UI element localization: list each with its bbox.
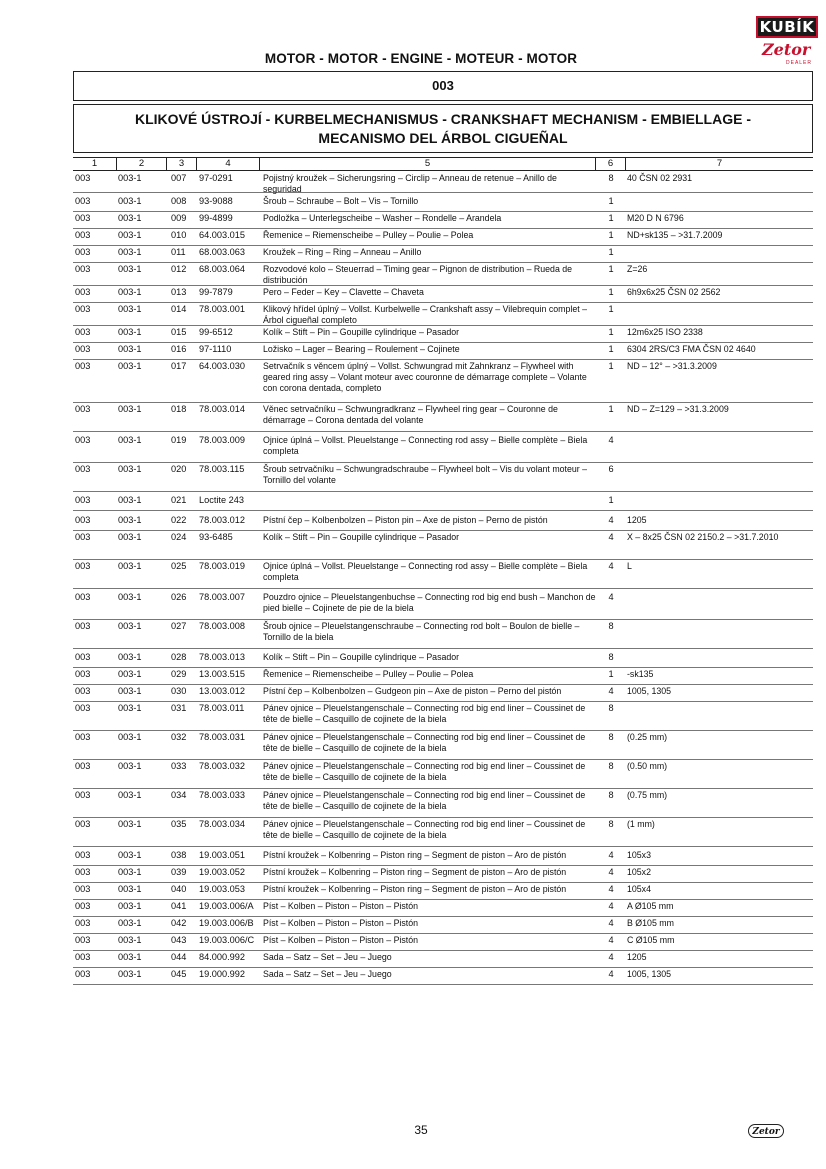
cell-c4: 93-6485 bbox=[199, 532, 233, 542]
table-row bbox=[73, 246, 813, 263]
cell-c5: Pero – Feder – Key – Clavette – Chaveta bbox=[263, 287, 424, 297]
cell-c1: 003 bbox=[75, 686, 91, 696]
cell-c5: Pojistný kroužek – Sicherungsring – Circlip – Anneau de retenue – Anillo de seguridad bbox=[263, 173, 557, 194]
cell-c2: 003-1 bbox=[118, 435, 142, 445]
cell-c7: ND – 12° – >31.3.2009 bbox=[627, 361, 717, 371]
cell-c5: Pístní čep – Kolbenbolzen – Piston pin – Axe de piston – Perno de pistón bbox=[263, 515, 548, 525]
cell-c2: 003-1 bbox=[118, 901, 142, 911]
cell-c5: Kolík – Stift – Pin – Goupille cylindrique – Pasador bbox=[263, 532, 460, 542]
table-row bbox=[73, 591, 813, 620]
cell-c6: 4 bbox=[608, 561, 614, 571]
cell-c5: Pístní kroužek – Kolbenring – Piston ring – Segment de piston – Aro de pistón bbox=[263, 884, 567, 894]
cell-c6: 4 bbox=[608, 592, 614, 602]
cell-c3: 042 bbox=[171, 918, 187, 928]
cell-c5: Píst – Kolben – Piston – Piston – Pistón bbox=[263, 918, 419, 928]
table-row bbox=[73, 286, 813, 303]
cell-c5: Setrvačník s věncem úplný – Vollst. Schwungrad mit Zahnkranz – Flywheel with geared ring assy – Volant moteur avec couronne de démarrage complete – Volante con corona dentada, completo bbox=[263, 361, 587, 393]
cell-c2: 003-1 bbox=[118, 669, 142, 679]
table-row bbox=[73, 685, 813, 702]
cell-c5: Šroub setrvačníku – Schwungradschraube – Flywheel bolt – Vis du volant moteur – Tornillo del volante bbox=[263, 464, 588, 485]
column-header bbox=[73, 157, 813, 171]
cell-c4: 78.003.014 bbox=[199, 404, 245, 414]
cell-c7: 6304 2RS/C3 FMA ČSN 02 4640 bbox=[627, 344, 756, 354]
cell-c4: 78.003.115 bbox=[199, 464, 245, 474]
cell-c2: 003-1 bbox=[118, 196, 142, 206]
cell-c2: 003-1 bbox=[118, 703, 142, 713]
table-row bbox=[73, 760, 813, 789]
cell-c7: X – 8x25 ČSN 02 2150.2 – >31.7.2010 bbox=[627, 532, 779, 542]
table-row bbox=[73, 560, 813, 589]
column-header-2: 2 bbox=[116, 158, 166, 170]
cell-c3: 041 bbox=[171, 901, 187, 911]
cell-c6: 1 bbox=[608, 264, 614, 274]
cell-c1: 003 bbox=[75, 561, 91, 571]
column-header-1: 1 bbox=[91, 158, 98, 169]
cell-c3: 024 bbox=[171, 532, 187, 542]
cell-c4: 78.003.012 bbox=[199, 515, 245, 525]
cell-c5: Píst – Kolben – Piston – Piston – Pistón bbox=[263, 901, 419, 911]
cell-c6: 8 bbox=[608, 652, 614, 662]
cell-c2: 003-1 bbox=[118, 561, 142, 571]
section-code: 003 bbox=[73, 71, 813, 101]
cell-c2: 003-1 bbox=[118, 867, 142, 877]
cell-c4: Loctite 243 bbox=[199, 495, 244, 505]
cell-c1: 003 bbox=[75, 703, 91, 713]
cell-c5: Pánev ojnice – Pleuelstangenschale – Connecting rod big end liner – Coussinet de tête de bielle – Casquillo de cojinete de la biela bbox=[263, 819, 586, 840]
cell-c6: 1 bbox=[608, 196, 614, 206]
table-row bbox=[73, 951, 813, 968]
cell-c6: 4 bbox=[608, 515, 614, 525]
cell-c7: 1205 bbox=[627, 952, 647, 962]
cell-c4: 78.003.011 bbox=[199, 703, 245, 713]
cell-c4: 19.003.052 bbox=[199, 867, 245, 877]
cell-c6: 8 bbox=[608, 761, 614, 771]
cell-c4: 19.003.006/B bbox=[199, 918, 254, 928]
cell-c7: 12m6x25 ISO 2338 bbox=[627, 327, 703, 337]
cell-c1: 003 bbox=[75, 464, 91, 474]
cell-c1: 003 bbox=[75, 669, 91, 679]
cell-c5: Kolík – Stift – Pin – Goupille cylindrique – Pasador bbox=[263, 327, 460, 337]
cell-c6: 4 bbox=[608, 532, 614, 542]
table-row bbox=[73, 463, 813, 492]
cell-c3: 045 bbox=[171, 969, 187, 979]
cell-c7: (0.75 mm) bbox=[627, 790, 668, 800]
cell-c3: 034 bbox=[171, 790, 187, 800]
cell-c2: 003-1 bbox=[118, 344, 142, 354]
column-header-6: 6 bbox=[595, 158, 625, 170]
cell-c3: 019 bbox=[171, 435, 187, 445]
cell-c3: 010 bbox=[171, 230, 187, 240]
cell-c6: 4 bbox=[608, 435, 614, 445]
cell-c6: 4 bbox=[608, 850, 614, 860]
cell-c5: Pánev ojnice – Pleuelstangenschale – Connecting rod big end liner – Coussinet de tête de bielle – Casquillo de cojinete de la biela bbox=[263, 761, 586, 782]
zetor-logo-text: Zetor bbox=[762, 40, 811, 59]
cell-c6: 1 bbox=[608, 361, 614, 371]
cell-c5: Ojnice úplná – Vollst. Pleuelstange – Connecting rod assy – Bielle complète – Biela completa bbox=[263, 561, 588, 582]
table-row bbox=[73, 789, 813, 818]
cell-c6: 1 bbox=[608, 495, 614, 505]
cell-c6: 1 bbox=[608, 404, 614, 414]
cell-c4: 99-7879 bbox=[199, 287, 233, 297]
cell-c4: 68.003.064 bbox=[199, 264, 245, 274]
page-number: 35 bbox=[414, 1123, 428, 1137]
cell-c2: 003-1 bbox=[118, 173, 142, 183]
cell-c1: 003 bbox=[75, 652, 91, 662]
cell-c2: 003-1 bbox=[118, 247, 142, 257]
cell-c3: 035 bbox=[171, 819, 187, 829]
cell-c4: 78.003.008 bbox=[199, 621, 245, 631]
cell-c1: 003 bbox=[75, 327, 91, 337]
table-row bbox=[73, 403, 813, 432]
cell-c2: 003-1 bbox=[118, 404, 142, 414]
cell-c1: 003 bbox=[75, 901, 91, 911]
cell-c4: 78.003.031 bbox=[199, 732, 245, 742]
cell-c5: Věnec setrvačníku – Schwungradkranz – Flywheel ring gear – Couronne de démarrage – Corona dentada del volante bbox=[263, 404, 558, 425]
cell-c2: 003-1 bbox=[118, 884, 142, 894]
cell-c3: 016 bbox=[171, 344, 187, 354]
cell-c3: 039 bbox=[171, 867, 187, 877]
cell-c5: Klikový hřídel úplný – Vollst. Kurbelwelle – Crankshaft assy – Vilebrequin complet – Árbol cigueñal completo bbox=[263, 304, 588, 325]
cell-c6: 8 bbox=[608, 732, 614, 742]
cell-c7: 6h9x6x25 ČSN 02 2562 bbox=[627, 287, 721, 297]
cell-c3: 009 bbox=[171, 213, 187, 223]
cell-c7: (0.50 mm) bbox=[627, 761, 668, 771]
cell-c4: 78.003.032 bbox=[199, 761, 245, 771]
table-row bbox=[73, 229, 813, 246]
cell-c7: C Ø105 mm bbox=[627, 935, 675, 945]
table-row bbox=[73, 917, 813, 934]
cell-c6: 4 bbox=[608, 952, 614, 962]
cell-c5: Ojnice úplná – Vollst. Pleuelstange – Connecting rod assy – Bielle complète – Biela completa bbox=[263, 435, 588, 456]
cell-c6: 1 bbox=[608, 287, 614, 297]
cell-c1: 003 bbox=[75, 761, 91, 771]
table-row bbox=[73, 620, 813, 649]
column-header-4: 4 bbox=[196, 158, 259, 170]
cell-c3: 007 bbox=[171, 173, 187, 183]
cell-c5: Řemenice – Riemenscheibe – Pulley – Poulie – Polea bbox=[263, 669, 474, 679]
cell-c3: 018 bbox=[171, 404, 187, 414]
cell-c2: 003-1 bbox=[118, 952, 142, 962]
cell-c5: Řemenice – Riemenscheibe – Pulley – Poulie – Polea bbox=[263, 230, 474, 240]
cell-c1: 003 bbox=[75, 790, 91, 800]
cell-c6: 4 bbox=[608, 969, 614, 979]
cell-c2: 003-1 bbox=[118, 732, 142, 742]
cell-c6: 1 bbox=[608, 669, 614, 679]
cell-c3: 033 bbox=[171, 761, 187, 771]
table-row bbox=[73, 883, 813, 900]
cell-c4: 13.003.515 bbox=[199, 669, 245, 679]
cell-c4: 19.000.992 bbox=[199, 969, 245, 979]
cell-c3: 038 bbox=[171, 850, 187, 860]
cell-c4: 99-4899 bbox=[199, 213, 233, 223]
table-row bbox=[73, 303, 813, 326]
cell-c1: 003 bbox=[75, 867, 91, 877]
cell-c3: 040 bbox=[171, 884, 187, 894]
cell-c4: 78.003.009 bbox=[199, 435, 245, 445]
cell-c1: 003 bbox=[75, 287, 91, 297]
cell-c3: 012 bbox=[171, 264, 187, 274]
section-title bbox=[73, 104, 813, 153]
table-row bbox=[73, 326, 813, 343]
cell-c5: Sada – Satz – Set – Jeu – Juego bbox=[263, 969, 392, 979]
cell-c2: 003-1 bbox=[118, 304, 142, 314]
cell-c6: 4 bbox=[608, 918, 614, 928]
cell-c6: 1 bbox=[608, 213, 614, 223]
cell-c4: 78.003.007 bbox=[199, 592, 245, 602]
cell-c3: 022 bbox=[171, 515, 187, 525]
cell-c1: 003 bbox=[75, 592, 91, 602]
cell-c1: 003 bbox=[75, 732, 91, 742]
cell-c1: 003 bbox=[75, 404, 91, 414]
cell-c3: 013 bbox=[171, 287, 187, 297]
cell-c5: Kroužek – Ring – Ring – Anneau – Anillo bbox=[263, 247, 422, 257]
cell-c2: 003-1 bbox=[118, 761, 142, 771]
cell-c7: 40 ČSN 02 2931 bbox=[627, 173, 693, 183]
cell-c4: 97-0291 bbox=[199, 173, 233, 183]
cell-c5: Rozvodové kolo – Steuerrad – Timing gear – Pignon de distribution – Rueda de distribución bbox=[263, 264, 573, 285]
cell-c3: 027 bbox=[171, 621, 187, 631]
cell-c4: 78.003.013 bbox=[199, 652, 245, 662]
cell-c3: 021 bbox=[171, 495, 187, 505]
cell-c2: 003-1 bbox=[118, 686, 142, 696]
cell-c7: 105x2 bbox=[627, 867, 651, 877]
cell-c6: 1 bbox=[608, 230, 614, 240]
cell-c5: Pánev ojnice – Pleuelstangenschale – Connecting rod big end liner – Coussinet de tête de bielle – Casquillo de cojinete de la biela bbox=[263, 732, 586, 753]
table-row bbox=[73, 651, 813, 668]
cell-c5: Pístní kroužek – Kolbenring – Piston ring – Segment de piston – Aro de pistón bbox=[263, 850, 567, 860]
cell-c7: 1205 bbox=[627, 515, 647, 525]
cell-c7: ND – Z=129 – >31.3.2009 bbox=[627, 404, 729, 414]
cell-c5: Pánev ojnice – Pleuelstangenschale – Connecting rod big end liner – Coussinet de tête de bielle – Casquillo de cojinete de la biela bbox=[263, 790, 586, 811]
table-row bbox=[73, 263, 813, 286]
cell-c1: 003 bbox=[75, 230, 91, 240]
cell-c1: 003 bbox=[75, 918, 91, 928]
cell-c2: 003-1 bbox=[118, 918, 142, 928]
cell-c2: 003-1 bbox=[118, 819, 142, 829]
cell-c1: 003 bbox=[75, 850, 91, 860]
cell-c2: 003-1 bbox=[118, 935, 142, 945]
cell-c4: 19.003.006/C bbox=[199, 935, 255, 945]
cell-c2: 003-1 bbox=[118, 495, 142, 505]
cell-c1: 003 bbox=[75, 935, 91, 945]
cell-c1: 003 bbox=[75, 952, 91, 962]
cell-c2: 003-1 bbox=[118, 515, 142, 525]
table-row bbox=[73, 172, 813, 193]
table-row bbox=[73, 343, 813, 360]
cell-c3: 044 bbox=[171, 952, 187, 962]
cell-c3: 026 bbox=[171, 592, 187, 602]
cell-c4: 64.003.015 bbox=[199, 230, 245, 240]
table-row bbox=[73, 818, 813, 847]
cell-c6: 8 bbox=[608, 703, 614, 713]
cell-c1: 003 bbox=[75, 819, 91, 829]
cell-c7: (1 mm) bbox=[627, 819, 655, 829]
cell-c2: 003-1 bbox=[118, 592, 142, 602]
cell-c1: 003 bbox=[75, 435, 91, 445]
cell-c1: 003 bbox=[75, 304, 91, 314]
zetor-footer-logo: Zetor bbox=[748, 1124, 784, 1138]
cell-c2: 003-1 bbox=[118, 532, 142, 542]
cell-c3: 014 bbox=[171, 304, 187, 314]
column-header-5: 5 bbox=[259, 158, 595, 170]
cell-c2: 003-1 bbox=[118, 213, 142, 223]
cell-c2: 003-1 bbox=[118, 621, 142, 631]
cell-c4: 93-9088 bbox=[199, 196, 233, 206]
cell-c6: 8 bbox=[608, 819, 614, 829]
table-row bbox=[73, 514, 813, 531]
cell-c5: Pánev ojnice – Pleuelstangenschale – Connecting rod big end liner – Coussinet de tête de bielle – Casquillo de cojinete de la biela bbox=[263, 703, 586, 724]
cell-c6: 4 bbox=[608, 935, 614, 945]
cell-c6: 1 bbox=[608, 327, 614, 337]
cell-c6: 4 bbox=[608, 884, 614, 894]
cell-c1: 003 bbox=[75, 495, 91, 505]
dealer-logo-text: DEALER bbox=[786, 60, 813, 66]
cell-c7: Z=26 bbox=[627, 264, 648, 274]
cell-c2: 003-1 bbox=[118, 464, 142, 474]
cell-c5: Pístní čep – Kolbenbolzen – Gudgeon pin – Axe de piston – Perno del pistón bbox=[263, 686, 562, 696]
cell-c7: M20 D N 6796 bbox=[627, 213, 684, 223]
cell-c2: 003-1 bbox=[118, 361, 142, 371]
page-title: MOTOR - MOTOR - ENGINE - MOTEUR - MOTOR bbox=[264, 51, 578, 66]
table-row bbox=[73, 731, 813, 760]
cell-c4: 84.000.992 bbox=[199, 952, 245, 962]
cell-c7: (0.25 mm) bbox=[627, 732, 668, 742]
column-header-7: 7 bbox=[625, 158, 813, 170]
cell-c7: L bbox=[627, 561, 632, 571]
cell-c1: 003 bbox=[75, 213, 91, 223]
cell-c7: 105x3 bbox=[627, 850, 651, 860]
cell-c3: 032 bbox=[171, 732, 187, 742]
cell-c5: Šroub – Schraube – Bolt – Vis – Tornillo bbox=[263, 196, 419, 206]
table-row bbox=[73, 668, 813, 685]
cell-c2: 003-1 bbox=[118, 287, 142, 297]
cell-c1: 003 bbox=[75, 884, 91, 894]
cell-c1: 003 bbox=[75, 532, 91, 542]
cell-c6: 8 bbox=[608, 790, 614, 800]
cell-c6: 4 bbox=[608, 901, 614, 911]
cell-c1: 003 bbox=[75, 969, 91, 979]
cell-c2: 003-1 bbox=[118, 790, 142, 800]
cell-c6: 1 bbox=[608, 344, 614, 354]
table-row bbox=[73, 900, 813, 917]
cell-c6: 8 bbox=[608, 621, 614, 631]
table-row bbox=[73, 968, 813, 985]
cell-c5: Pístní kroužek – Kolbenring – Piston ring – Segment de piston – Aro de pistón bbox=[263, 867, 567, 877]
cell-c5: Pouzdro ojnice – Pleuelstangenbuchse – Connecting rod big end bush – Manchon de pied bielle – Cojinete de pie de la biela bbox=[263, 592, 596, 613]
cell-c3: 011 bbox=[171, 247, 186, 257]
cell-c3: 030 bbox=[171, 686, 187, 696]
cell-c3: 029 bbox=[171, 669, 187, 679]
cell-c6: 4 bbox=[608, 686, 614, 696]
cell-c6: 1 bbox=[608, 304, 614, 314]
cell-c1: 003 bbox=[75, 196, 91, 206]
cell-c7: 105x4 bbox=[627, 884, 651, 894]
cell-c1: 003 bbox=[75, 361, 91, 371]
cell-c4: 19.003.051 bbox=[199, 850, 245, 860]
cell-c1: 003 bbox=[75, 621, 91, 631]
cell-c2: 003-1 bbox=[118, 652, 142, 662]
cell-c5: Kolík – Stift – Pin – Goupille cylindrique – Pasador bbox=[263, 652, 460, 662]
cell-c1: 003 bbox=[75, 264, 91, 274]
cell-c4: 64.003.030 bbox=[199, 361, 245, 371]
cell-c2: 003-1 bbox=[118, 230, 142, 240]
cell-c3: 008 bbox=[171, 196, 187, 206]
cell-c3: 020 bbox=[171, 464, 187, 474]
cell-c1: 003 bbox=[75, 344, 91, 354]
cell-c3: 028 bbox=[171, 652, 187, 662]
cell-c1: 003 bbox=[75, 173, 91, 183]
cell-c7: -sk135 bbox=[627, 669, 654, 679]
cell-c6: 1 bbox=[608, 247, 614, 257]
table-row bbox=[73, 434, 813, 463]
table-row bbox=[73, 849, 813, 866]
cell-c4: 78.003.001 bbox=[199, 304, 245, 314]
cell-c2: 003-1 bbox=[118, 850, 142, 860]
cell-c7: ND+sk135 – >31.7.2009 bbox=[627, 230, 723, 240]
cell-c4: 78.003.019 bbox=[199, 561, 245, 571]
cell-c4: 13.003.012 bbox=[199, 686, 245, 696]
cell-c6: 4 bbox=[608, 867, 614, 877]
cell-c4: 99-6512 bbox=[199, 327, 233, 337]
section-title-line2: MECANISMO DEL ÁRBOL CIGUEÑAL bbox=[318, 130, 568, 146]
table-row bbox=[73, 195, 813, 212]
table-row bbox=[73, 494, 813, 511]
table-row bbox=[73, 702, 813, 731]
table-row bbox=[73, 212, 813, 229]
kubik-logo-text: KUBÍK bbox=[756, 16, 818, 38]
cell-c5: Ložisko – Lager – Bearing – Roulement – Cojinete bbox=[263, 344, 460, 354]
cell-c7: 1005, 1305 bbox=[627, 686, 672, 696]
cell-c1: 003 bbox=[75, 247, 91, 257]
table-row bbox=[73, 934, 813, 951]
cell-c3: 031 bbox=[171, 703, 187, 713]
cell-c5: Píst – Kolben – Piston – Piston – Pistón bbox=[263, 935, 419, 945]
cell-c3: 025 bbox=[171, 561, 187, 571]
cell-c2: 003-1 bbox=[118, 264, 142, 274]
cell-c1: 003 bbox=[75, 515, 91, 525]
cell-c4: 97-1110 bbox=[199, 344, 232, 354]
cell-c7: A Ø105 mm bbox=[627, 901, 674, 911]
cell-c5: Podložka – Unterlegscheibe – Washer – Rondelle – Arandela bbox=[263, 213, 502, 223]
cell-c4: 78.003.033 bbox=[199, 790, 245, 800]
cell-c6: 6 bbox=[608, 464, 614, 474]
cell-c5: Sada – Satz – Set – Jeu – Juego bbox=[263, 952, 392, 962]
table-row bbox=[73, 866, 813, 883]
cell-c4: 78.003.034 bbox=[199, 819, 245, 829]
cell-c2: 003-1 bbox=[118, 327, 142, 337]
table-row bbox=[73, 360, 813, 403]
section-title-line1: KLIKOVÉ ÚSTROJÍ - KURBELMECHANISMUS - CRANKSHAFT MECHANISM - EMBIELLAGE - bbox=[135, 111, 751, 127]
cell-c7: 1005, 1305 bbox=[627, 969, 672, 979]
cell-c4: 19.003.006/A bbox=[199, 901, 254, 911]
table-row bbox=[73, 531, 813, 560]
cell-c4: 68.003.063 bbox=[199, 247, 245, 257]
column-header-3: 3 bbox=[166, 158, 196, 170]
cell-c6: 8 bbox=[608, 173, 614, 183]
cell-c3: 015 bbox=[171, 327, 187, 337]
cell-c4: 19.003.053 bbox=[199, 884, 245, 894]
cell-c3: 043 bbox=[171, 935, 187, 945]
cell-c2: 003-1 bbox=[118, 969, 142, 979]
cell-c5: Šroub ojnice – Pleuelstangenschraube – Connecting rod bolt – Boulon de bielle – Tornillo de la biela bbox=[263, 621, 580, 642]
cell-c7: B Ø105 mm bbox=[627, 918, 674, 928]
cell-c3: 017 bbox=[171, 361, 187, 371]
